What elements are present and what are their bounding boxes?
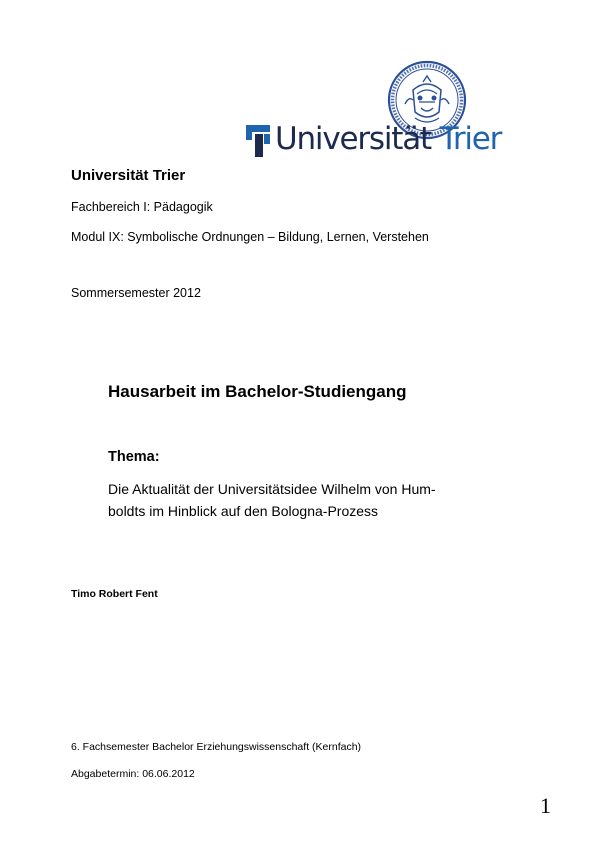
page-number: 1: [540, 793, 551, 818]
topic-text: [108, 478, 488, 522]
module-line: Modul IX: Symbolische Ordnungen – Bildung, Lernen, Verstehen: [71, 230, 429, 244]
topic-line-1: Die Aktualität der Universitätsidee Wilhelm von Hum-: [108, 481, 436, 497]
wordmark-trier: Trier: [439, 121, 502, 157]
university-wordmark: [275, 121, 501, 157]
university-trier-logo-mark-icon: [246, 125, 270, 157]
wordmark-universitaet: Universität: [275, 121, 431, 157]
document-title: Hausarbeit im Bachelor-Studiengang: [108, 382, 407, 401]
university-logo: [246, 121, 502, 160]
university-heading: Universität Trier: [71, 167, 186, 184]
topic-label: Thema:: [108, 449, 160, 465]
author-name: Timo Robert Fent: [71, 588, 158, 600]
topic-line-2: boldts im Hinblick auf den Bologna-Prozess: [108, 503, 379, 519]
semester-line: Sommersemester 2012: [71, 286, 201, 300]
deadline-line: Abgabetermin: 06.06.2012: [71, 768, 195, 780]
program-line: 6. Fachsemester Bachelor Erziehungswissenschaft (Kernfach): [71, 741, 362, 753]
department-line: Fachbereich I: Pädagogik: [71, 200, 213, 214]
